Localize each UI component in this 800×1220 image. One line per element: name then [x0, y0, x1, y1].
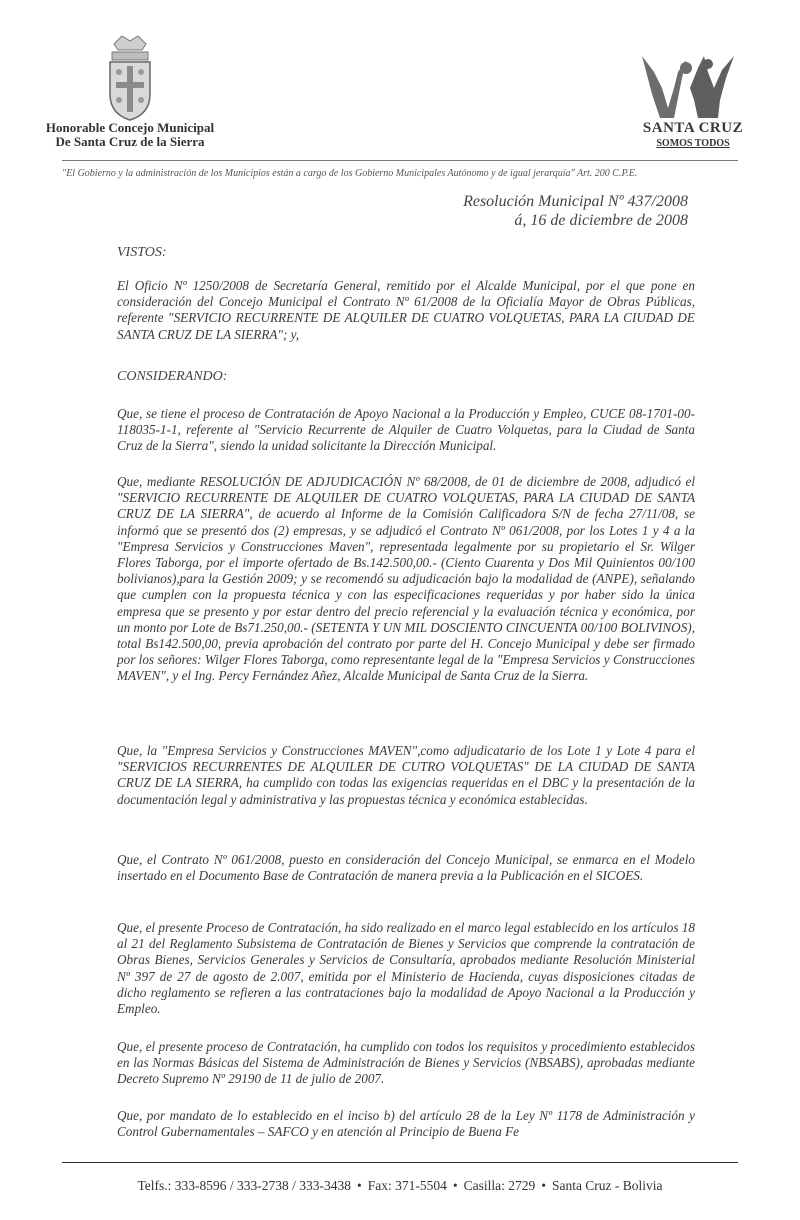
footer-divider [62, 1162, 738, 1163]
header-divider [62, 160, 738, 161]
bullet-separator: • [541, 1178, 546, 1193]
considerando-paragraph-2: Que, mediante RESOLUCIÓN DE ADJUDICACIÓN Nº 68/2008, de 01 de diciembre de 2008, adjudicó el "SERVICIO RECURRENTE DE ALQUILER DE CUATRO VOLQUETAS, PARA LA CIUDAD DE SANTA CRUZ DE LA SIERRA", de acuerdo al Informe de la Comisión Calificadora S/N de fecha 27/11/08, se informó que se presentó dos (2) empresas, y se adjudicó el Contrato Nº 061/2008, por los Lotes 1 y 4 a la "Empresa Servicios y Construcciones Maven", representada legalmente por su propietario el Sr. Wilger Flores Taborga, por el importe ofertado de Bs.142.500,00.- (Ciento Cuarenta y Dos Mil Quinientos 00/100 bolivianos),para la Gestión 2009; y se recomendó su adjudicación bajo la modalidad de (ANPE), señalando que cumplen con la propuesta técnica y con las especificaciones requeridas y por haber sido la única empresa que se presento y por estar dentro del precio referencial y la evaluación técnica y económica, por un monto por Lote de Bs71.250,00.- (SETENTA Y UN MIL DOSCIENTO CINCUENTA 00/100 BOLIVINOS), total Bs142.500,00, previa aprobación del contrato por parte del H. Concejo Municipal y debe ser firmado por los señores: Wilger Flores Taborga, como representante legal de la "Empresa Servicios y Construcciones MAVEN", y el Ing. Percy Fernández Añez, Alcalde Municipal de Santa Cruz de la Sierra. [117, 474, 695, 684]
considerando-paragraph-7: Que, por mandato de lo establecido en el inciso b) del artículo 28 de la Ley Nº 1178 de Administración y Control Gubernamentales – SAFCO y en atención al Principio de Buena Fe [117, 1108, 695, 1140]
footer-po-box: Casilla: 2729 [463, 1178, 536, 1193]
council-name-line2: De Santa Cruz de la Sierra [55, 134, 205, 149]
bullet-separator: • [452, 1178, 458, 1193]
vistos-heading: VISTOS: [117, 245, 167, 260]
resolution-title: Resolución Municipal Nº 437/2008 [463, 193, 688, 210]
footer-fax: Fax: 371-5504 [367, 1178, 447, 1193]
considerando-heading: CONSIDERANDO: [117, 369, 228, 384]
brand-title: SANTA CRUZ [642, 120, 744, 136]
considerando-paragraph-5: Que, el presente Proceso de Contratación, ha sido realizado en el marco legal establecido en los artículos 18 al 21 del Reglamento Subsistema de Contratación de Bienes y Servicios que comprende la contratación de Obras Bienes, Servicios Generales y Servicios de Consultaría, aprobados mediante Resolución Ministerial Nº 397 de 27 de agosto de 2.007, emitida por el Ministerio de Hacienda, cuyas disposiciones citadas de dicho reglamento se refieren a las contrataciones bajo la modalidad de Apoyo Nacional a la Producción y Empleo. [117, 920, 695, 1017]
considerando-paragraph-1: Que, se tiene el proceso de Contratación de Apoyo Nacional a la Producción y Empleo, CUCE 08-1701-00-118035-1-1, referente al "Servicio Recurrente de Alquiler de Cuatro Volquetas, para la Ciudad de Santa Cruz de la Sierra", siendo la unidad solicitante la Dirección Municipal. [117, 406, 695, 454]
constitution-note: "El Gobierno y la administración de los Municipios están a cargo de los Gobierno Municipales Autónomo y de igual jerarquía" Art. 200 C.P.E. [62, 168, 638, 179]
footer-city: Santa Cruz - Bolivia [551, 1178, 663, 1193]
council-name [40, 121, 220, 149]
considerando-paragraph-3: Que, la "Empresa Servicios y Construcciones MAVEN",como adjudicatario de los Lote 1 y Lote 4 para el "SERVICIOS RECURRENTES DE ALQUILER DE CUTRO VOLQUETAS" DE LA CIUDAD DE SANTA CRUZ DE LA SIERRA, ha cumplido con todas las exigencias requeridas en el DBC y la presentación de la documentación legal y administrativa y las propuestas técnica y económica establecidas. [117, 743, 695, 807]
footer-phones: Telfs.: 333-8596 / 333-2738 / 333-3438 [137, 1178, 351, 1193]
considerando-paragraph-6: Que, el presente proceso de Contratación, ha cumplido con todos los requisitos y procedimiento establecidos en las Normas Básicas del Sistema de Administración de Bienes y Servicios (NBSABS), aprobadas mediante Decreto Supremo Nº 29190 de 11 de julio de 2007. [117, 1039, 695, 1087]
brand-subtitle: SOMOS TODOS [656, 138, 730, 149]
considerando-paragraph-4: Que, el Contrato Nº 061/2008, puesto en consideración del Concejo Municipal, se enmarca en el Modelo insertado en el Documento Base de Contratación de manera previa a la Publicación en el SICOES. [117, 852, 695, 884]
footer-contact [62, 1178, 738, 1194]
coat-of-arms-icon [100, 32, 160, 122]
resolution-date: á, 16 de diciembre de 2008 [514, 212, 688, 229]
council-name-line1: Honorable Concejo Municipal [45, 120, 215, 135]
vistos-paragraph: El Oficio Nº 1250/2008 de Secretaría General, remitido por el Alcalde Municipal, por el que pone en consideración del Concejo Municipal el Contrato Nº 61/2008 de la Oficialía Mayor de Obras Públicas, referente "SERVICIO RECURRENTE DE ALQUILER DE CUATRO VOLQUETAS, PARA LA CIUDAD DE SANTA CRUZ DE LA SIERRA"; y, [117, 278, 695, 342]
bullet-separator: • [356, 1178, 362, 1193]
